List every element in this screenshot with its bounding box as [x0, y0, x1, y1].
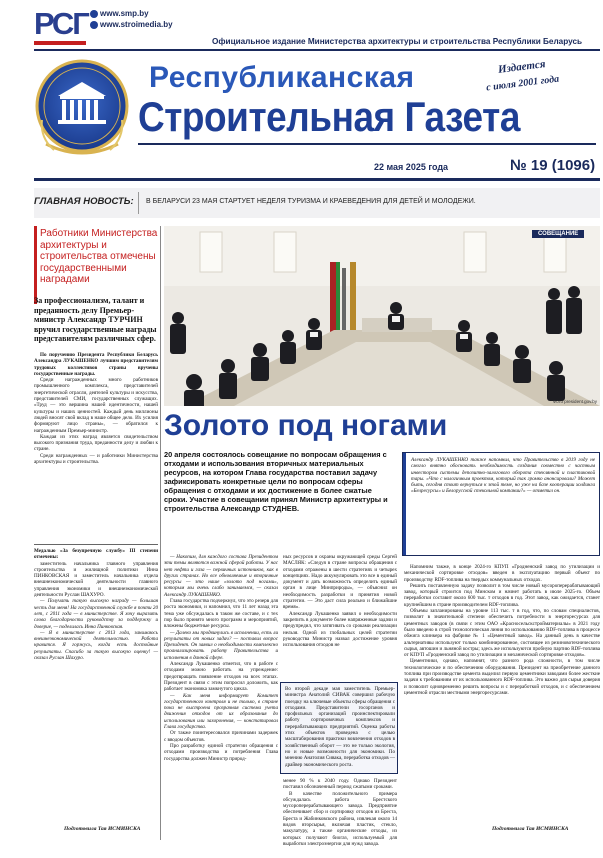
left-paragraph: По поручению Президента Республики Беларусь Александра ЛУКАШЕНКО лучшим представителям трудовых коллективов страны вручены государственные награды.: [34, 352, 158, 377]
main-paragraph: Александр Лукашенко отметил, что в работе с отходами можно работать на упреждение: предотвращать появление отходов на всех этапах. Президент в связи с этим попросил доложить, как работает экономика замкнутого цикла.: [164, 661, 278, 693]
main-paragraph: Напомним также, в конце 2024-го КПУП «Гродненский завод по утилизации и механической сортировке отходов» введен в эксплуатацию первый объект по производству RDF-топлива на твердых коммунальных отходах.: [404, 564, 600, 583]
medal-text: заместитель начальника главного управления строительства и жилищной политики Инна ПИНКОВСКАЯ и заместитель начальника отдела внешнеэкономической деятельности главного управления экономики и внешнеэкономической деятельности Руслан ШАХУРО.: [34, 560, 158, 599]
main-paragraph: — Далеко мы продвинулись в исполнении, есть ли результаты от новых задач? — поставил вопрос Президент. Он заявил о необходимости комплексно проанализировать работу Правительства и исполнения в данной сфере.: [164, 629, 278, 661]
issue-date: 22 мая 2025 года: [374, 162, 449, 172]
main-paragraph: В качестве положительного примера обсуждалась работа Брестского мусороперерабатывающего завода. Предприятие обеспечивает сбор и сортировку отходов из Бреста, Бреста и Жабинковского района, извлекая около 14 видов вторсырья, включая пластик, стекло, макулатуру, а также органические отходы, из которых получают биогаз, используемый для выработки электроэнергии для нужд завода.: [283, 790, 397, 847]
main-news-label: ГЛАВНАЯ НОВОСТЬ:: [34, 196, 134, 207]
main-column-3: [404, 564, 600, 696]
left-byline: Подготовила Тая ИСМИНСКА: [64, 826, 141, 832]
main-paragraph: Решить поставленную задачу позволит в том числе новый мусороперерабатывающий завод, который строится под Минском и начнет работать в июле 2025-го. Объем переработки составит около 600 тыс. т отходов в год. Этот завод, как ожидается, станет крупнейшим в стране производителем RDF-топлива.: [404, 582, 600, 608]
issue-number: № 19 (1096): [510, 157, 596, 174]
left-divider: [34, 544, 158, 545]
main-paragraph: Цементники, однако, напомнят, что разного рода сложности, в том числе технологические и по обеспечению оборудования. Президент на приобретение данного топлива при производстве цемента выделил первую цементники заводами более жесткие задачи к требованиям от их использованного RDF-топлива. Это важно для сырья доверия и позволит одновременно решить вопросы и с переработкой отходов, и с обеспечением цементной отрасли местными энергоресурсами.: [404, 658, 600, 696]
url-smp[interactable]: www.smp.by: [100, 9, 149, 18]
left-paragraph: Среди награжденных — и работники Министерства архитектуры и строительства.: [34, 452, 158, 466]
main-column-1: [164, 554, 278, 762]
main-paragraph: ных ресурсов и охраны окружающей среды Сергей МАСЛЯК: «Следуя в стране вопросы обращения с отходами отражены в шести стратегиях и четырех концепциях. Надо аккумулировать это все в единый документ и дать возможность определить единый орган в лице Минприроды», — объяснил он необходимость разработки и принятия новой стратегии. — Это даст сила реально и ближайшие время».: [283, 554, 397, 611]
title-line-1: Республиканская: [149, 61, 415, 94]
main-paragraph: — Накопим, для каждого состава Президентом эти темы являются важной сферой работы. У нас нет нефти и газа — первичных источников, как в других странах. Но все обновляемые и вторичные ресурсы — это наше «золото под ногами», которым мы очень слабо занимаемся, — сказал Александр ЛУКАШЕНКО.: [164, 554, 278, 598]
short-logo: РСГ: [34, 6, 88, 41]
left-quote: — Я в министерстве с 2013 года, занимаюсь внешнеэкономической деятельностью. Работа нравится. Я горжусь, когда есть достойные результаты. Спасибо за такую высокую оценку! — сказал Руслан Шахуро.: [34, 629, 158, 662]
main-paragraph: Глава государства подчеркнул, что это резерв для роста экономики, и напомнил, что 11 лет назад эта тема уже обсуждалась в таком же составе, и с тех пор было принято много программ и мероприятий, вложены бюджетные ресурсы.: [164, 598, 278, 630]
main-paragraph: — Как меня информирует Комитет государственного контроля и не только, в стране пока не выстроена прозрачная система учета движения отходов от их образования до использования или захоронения, — констатировал Глава государства.: [164, 692, 278, 731]
web-icon-2: [90, 21, 98, 29]
main-news-bar: [34, 188, 600, 218]
masthead: [0, 0, 603, 185]
inset-box: [280, 682, 398, 774]
main-byline: Подготовила Тая ИСМИНСКА: [492, 826, 569, 832]
main-lead: 20 апреля состоялось совещание по вопросам обращения с отходами и использования вторичных материальных ресурсов, на котором Глава государства поставил задачу зафиксировать конкретные цели по вопросам сферы обращения с отходами и их достижение в более сжатые сроки. Участие в совещании принял Министр архитектуры и строительства Александр СТУДНЕВ.: [164, 450, 388, 513]
main-paragraph: От также поинтересовался причинами задержек с вводом объектов.: [164, 730, 278, 743]
masthead-bottom-rule: [34, 178, 600, 181]
quote-box-text: Александр ЛУКАШЕНКО также напомнил, что Правительство в 2019 году не смогло внятно обосновать необходимость создания совместно с частным инвестором системы депозитно-залогового оборота стеклянной и пластиковой тары. «Что с налогичным проектом, который так громко анонсировали? Может быть, сегодня стоит вернуться к этой теме, но уже на базе кооперации холдинга «Белресурсы» и Белорусской стекольной компании?» — отметил он.: [411, 457, 595, 495]
news-divider: [138, 192, 139, 214]
main-news-text[interactable]: В БЕЛАРУСИ 23 МАЯ СТАРТУЕТ НЕДЕЛЯ ТУРИЗМА И КРАЕВЕДЕНИЯ ДЛЯ ДЕТЕЙ И МОЛОДЕЖИ.: [146, 198, 476, 205]
url-stroimedia[interactable]: www.stroimedia.by: [100, 20, 173, 29]
main-paragraph: Александр Лукашенко заявил о необходимости закрепить в документе более напряженные задачи и предупредил, что затягивать со сроками реализации нельзя. Одной из глобальных целей стратегии руководства Министр назвал достижение уровня использования отходов не: [283, 610, 397, 649]
left-quote: — Получать такую высокую награду — большая честь для меня! На государственной службе я почти 20 лет, с 2011 года — в министерстве. Я хочу выразить слова благодарности руководству за поддержку и доверие, — поделилась Инна Пинковская.: [34, 598, 158, 630]
photo-credit: Фото president.gov.by: [552, 399, 597, 404]
short-logo-bar: [34, 41, 86, 45]
inset-text: Во второй декаде мая заместитель Премьер-министра Анатолий СИВАК совершил рабочую поездку на ключевые объекты сферы обращения с отходами. Представители госорганов и профильных организаций проинспектировали работу сортировочных комплексов и перерабатывающих предприятий. Оценка работы этих объектов проведена с целью масштабирования практики вовлечения отходов в хозяйственный оборот — это не только экология, но и новые возможности для экономики. По мнению Анатолия Сивака, переработка отходов — драйвер экономического роста.: [285, 686, 395, 768]
left-paragraph: Каждая из этих наград является свидетельством высокого признания труда, преданности делу и любви к стране.: [34, 433, 158, 453]
main-headline: Золото под ногами: [164, 409, 448, 442]
left-paragraph: Среди награжденных много работников промышленного комплекса, представителей энергетической отрасли, деятелей культуры и искусства, представителей СМИ, государственных служащих. «Труд — это вершина нашей идентичности, нашей культуры и наших ценностей. Каждый день миллионы людей вносят свой вклад в наше общее дело. Их усилия формируют лицо страны», — обратился к награжденным Премьер-министр.: [34, 377, 158, 434]
emblem-logo: [34, 58, 130, 162]
top-rule: [34, 49, 600, 51]
left-lead: За профессионализм, талант и преданность делу Премьер-министр Александр ТУРЧИН вручил государственные награды представителям различных сфер.: [34, 296, 157, 344]
quote-box-bar: [403, 453, 406, 555]
quote-box: [402, 452, 600, 556]
meeting-photo: [164, 226, 600, 406]
photo-label: СОВЕЩАНИЕ: [532, 230, 584, 238]
left-body: [34, 352, 158, 465]
web-icon: [90, 10, 98, 18]
since-line-1: Издается: [497, 58, 547, 76]
left-headline: Работники Министерства архитектуры и строительства отмечены государственными наградами: [40, 228, 158, 285]
since-line-2: с июля 2001 года: [485, 73, 560, 94]
medal-heading: Медалью «За безупречную службу» III степени отмечены:: [34, 548, 158, 561]
title-underline: [138, 143, 596, 145]
title-line-2: Строительная Газета: [138, 93, 520, 140]
left-accent-bar: [34, 226, 37, 304]
left-article: [34, 226, 158, 838]
official-line: Официальное издание Министерства архитектуры и строительства Республики Беларусь: [212, 37, 583, 46]
column-separator: [160, 226, 161, 840]
main-paragraph: менее 90 % к 2040 году. Однако Президент поставил обозначенный период сжатыми сроками.: [283, 778, 397, 791]
main-column-2-bottom: [283, 778, 397, 847]
left-medal-block: [34, 548, 158, 661]
main-paragraph: Объемы запланированы на уровне 113 тыс. т в год, что, по словам специалистов, позволит в значительной степени обеспечить потребности в энергоресурсах для цементных заводов (в связи с этим ОАО «Красносельскстройматериалы» в 2021 году было введено в строй технологическая линия по использованию RDF-топлива в процессе обжига клинкера на фабрике № 1 «Цементный завод». На данный день в качестве альтернативы используют только комбинированное, состоящее из резиновотехнического сырья, автошин и льняной костры; здесь же используются пробную партию RDF-топлива от КПУП «Гродненский завод по утилизации и механической сортировке отходов».: [404, 608, 600, 659]
main-paragraph: Про разработку единой стратегии обращения с отходами производства и потребления Глава государства должен Министр природ-: [164, 742, 278, 762]
main-column-2: [283, 554, 397, 648]
